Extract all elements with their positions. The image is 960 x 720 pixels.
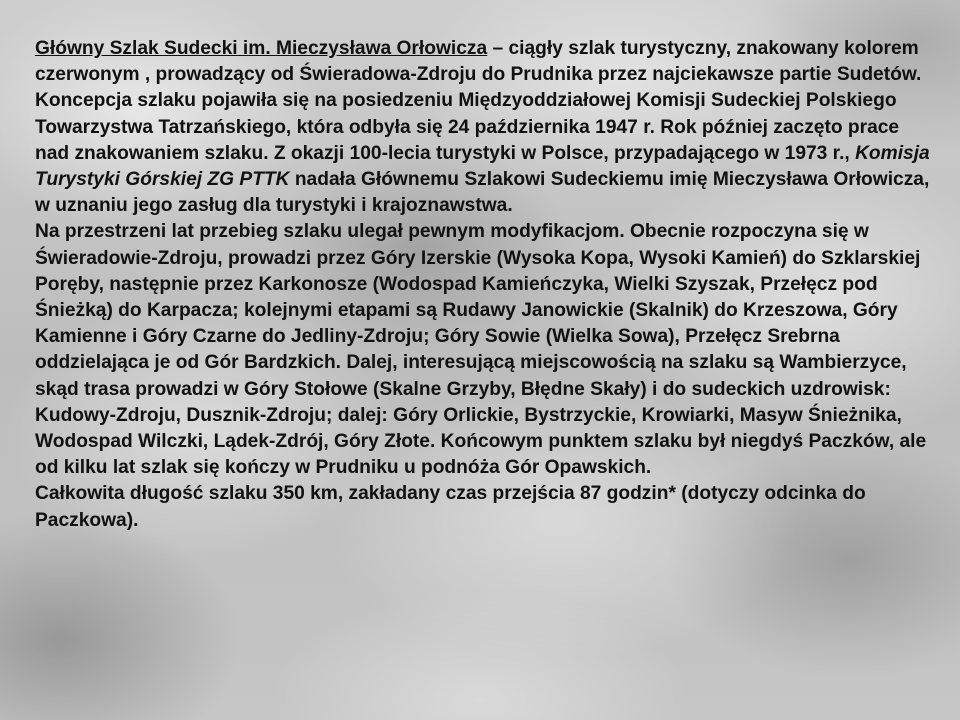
- route-text: Na przestrzeni lat przebieg szlaku ulegał pewnym modyfikacjom. Obecnie rozpoczyna się w Świeradowie-Zdroju, prowadzi przez Góry Izerskie (Wysoka Kopa, Wysoki Kamień) do Szklarskiej Poręby, następnie przez Karkonosze (Wodospad Kamieńczyka, Wielki Szyszak, Przełęcz pod Śnieżką) do Karpacza; kolejnymi etapami są Rudawy Janowickie (Skalnik) do Krzeszowa, Góry Kamienne i Góry Czarne do Jedliny-Zdroju; Góry Sowie (Wielka Sowa), Przełęcz Srebrna oddzielająca je od Gór Bardzkich. Dalej, interesującą miejscowością na szlaku są Wambierzyce, skąd trasa prowadzi w Góry Stołowe (Skalne Grzyby, Błędne Skały) i do sudeckich uzdrowisk: Kudowy-Zdroju, Dusznik-Zdroju; dalej: Góry Orlickie, Bystrzyckie, Krowiarki, Masyw Śnieżnika, Wodospad Wilczki, Lądek-Zdrój, Góry Złote. Końcowym punktem szlaku był niegdyś Paczków, ale od kilku lat szlak się kończy w Prudniku u podnóża Gór Opawskich.: [35, 221, 927, 479]
- paragraph-route: [35, 219, 930, 481]
- paragraph-concept: [35, 88, 930, 219]
- text-body: [35, 36, 930, 534]
- length-text: Całkowita długość szlaku 350 km, zakładany czas przejścia 87 godzin* (dotyczy odcinka do Paczkowa).: [35, 483, 866, 531]
- concept-text-before: Koncepcja szlaku pojawiła się na posiedzeniu Międzyoddziałowej Komisji Sudeckiej Polskiego Towarzystwa Tatrzańskiego, która odbyła się 24 października 1947 r. Rok później zaczęto prace nad znakowaniem szlaku. Z okazji 100-lecia turystyki w Polsce, przypadającego w 1973 r.,: [35, 90, 900, 164]
- paragraph-intro: [35, 36, 930, 88]
- commission-name: Komisja Turystyki Górskiej ZG PTTK: [35, 142, 930, 191]
- intro-text: – ciągły szlak turystyczny, znakowany kolorem czerwonym , prowadzący od Świeradowa-Zdroju do Prudnika przez najciekawsze partie Sudetów.: [35, 38, 922, 86]
- concept-text-after: nadała Głównemu Szlakowi Sudeckiemu imię Mieczysława Orłowicza, w uznaniu jego zasług dla turystyki i krajoznawstwa.: [35, 169, 930, 217]
- trail-name: Główny Szlak Sudecki im. Mieczysława Orłowicza: [35, 38, 488, 59]
- paragraph-length: [35, 481, 930, 533]
